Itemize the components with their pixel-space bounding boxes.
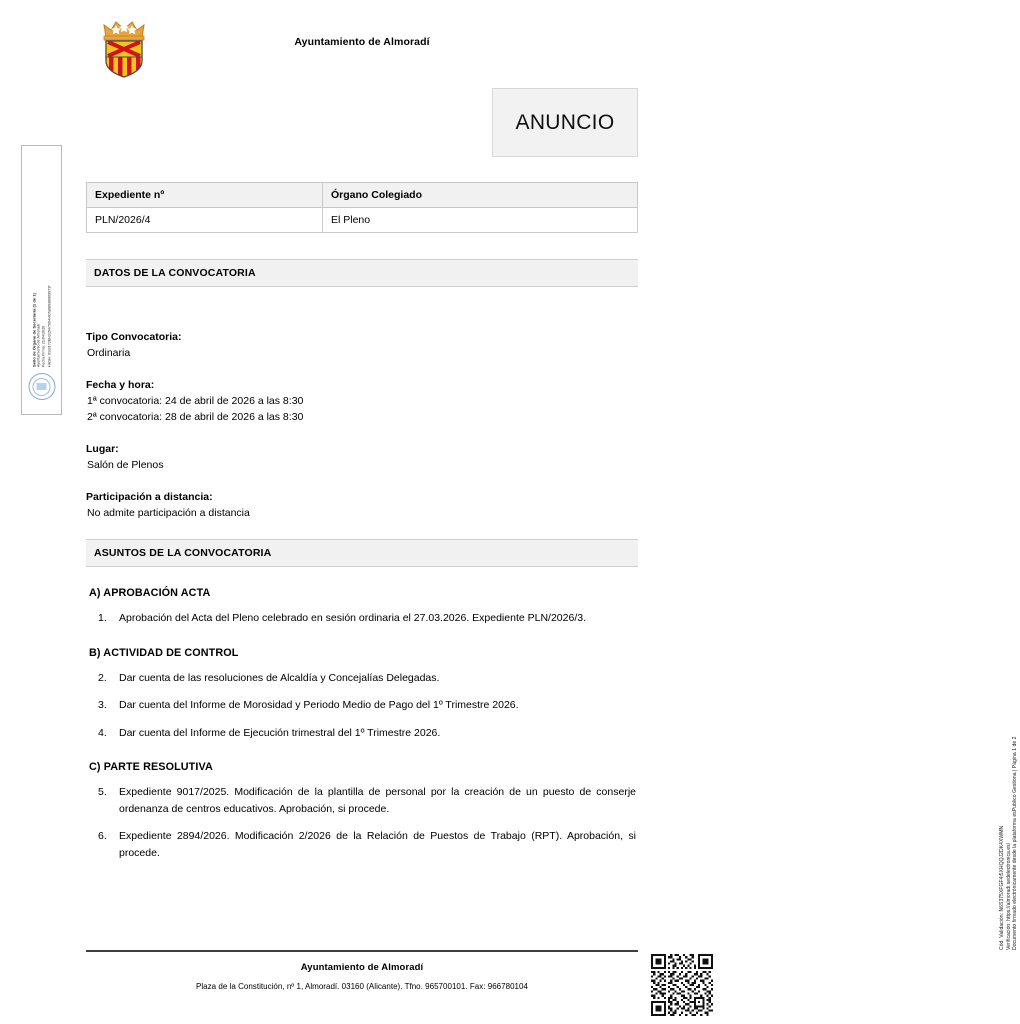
expediente-info-table xyxy=(86,182,638,233)
agenda-list-b xyxy=(86,670,638,742)
item-text: Dar cuenta de las resoluciones de Alcaldía y Concejalías Delegadas. xyxy=(119,671,440,684)
section-header-asuntos: ASUNTOS DE LA CONVOCATORIA xyxy=(86,539,638,567)
value-participacion-distancia: No admite participación a distancia xyxy=(87,507,250,519)
list-item xyxy=(86,670,638,687)
agenda-list-a xyxy=(86,610,638,627)
official-seal-icon xyxy=(28,373,55,400)
item-text: Dar cuenta del Informe de Ejecución trimestral del 1º Trimestre 2026. xyxy=(119,726,441,739)
validation-code-line: Cód. Validación: N6S375XFGF4i5XHQQJ2DK4XWMN xyxy=(999,825,1006,950)
item-number: 2. xyxy=(98,671,107,684)
stamp-line-hash: HASH: 6S3i172EH3154i7004i4Gfa680i86909973f xyxy=(46,285,51,367)
label-participacion-distancia: Participación a distancia: xyxy=(86,491,213,503)
list-item xyxy=(86,828,638,861)
item-number: 4. xyxy=(98,726,107,739)
value-lugar: Salón de Plenos xyxy=(87,459,164,471)
left-signature-stamp xyxy=(21,145,62,415)
list-item xyxy=(86,784,638,817)
table-header-row xyxy=(87,183,638,208)
field-fecha-hora xyxy=(86,377,638,425)
cell-organo-name: El Pleno xyxy=(323,208,638,233)
item-text: Expediente 9017/2025. Modificación de la plantilla de personal por la creación de un puesto de conserje ordenanza de centros educativos. Aprobación, si procede. xyxy=(119,786,636,815)
list-item xyxy=(86,725,638,742)
footer-address: Plaza de la Constitución, nº 1, Almoradí. 03160 (Alicante). Tfno. 965700101. Fax: 966780104 xyxy=(196,982,528,991)
stamp-line-date: Fecha Firma: 21/04/2026 xyxy=(41,325,46,367)
item-number: 6. xyxy=(98,830,107,842)
page-footer xyxy=(86,950,638,991)
footer-organization: Ayuntamiento de Almoradí xyxy=(300,962,424,973)
coat-of-arms-icon xyxy=(96,17,152,79)
verification-url-line: Verificación: https://almoradi.sedelectronica.es/ xyxy=(1005,842,1012,950)
qr-code-icon xyxy=(651,954,713,1016)
seal-inner-ring xyxy=(33,378,51,396)
agenda-group-a-title: A) APROBACIÓN ACTA xyxy=(89,587,211,599)
agenda-group-c-title: C) PARTE RESOLUTIVA xyxy=(89,761,213,773)
document-body xyxy=(86,182,638,861)
cell-expediente-number: PLN/2026/4 xyxy=(87,208,323,233)
stamp-line-org: Ayuntamiento de Almoradí xyxy=(36,323,41,367)
document-type-label: ANUNCIO xyxy=(515,110,615,134)
right-validation-band xyxy=(650,600,1019,1020)
table-row xyxy=(87,208,638,233)
platform-signature-line: Documento firmado electrónicamente desde la plataforma esPublico Gestiona | Página 1 de 2 xyxy=(1012,736,1019,950)
item-text: Expediente 2894/2026. Modificación 2/2026 de la Relación de Puestos de Trabajo (RPT). Aprobación, si procede. xyxy=(119,830,636,859)
field-lugar xyxy=(86,441,638,473)
validation-text-block xyxy=(670,600,1020,950)
item-number: 3. xyxy=(98,699,107,711)
item-number: 5. xyxy=(98,786,107,798)
list-item xyxy=(86,697,638,714)
item-text: Aprobación del Acta del Pleno celebrado en sesión ordinaria el 27.03.2026. Expediente PLN/2026/3. xyxy=(119,612,586,624)
label-lugar: Lugar: xyxy=(86,443,119,455)
label-fecha-hora: Fecha y hora: xyxy=(86,379,155,391)
column-header-organo: Órgano Colegiado xyxy=(323,183,638,208)
list-item xyxy=(86,610,638,627)
field-participacion-distancia xyxy=(86,489,638,521)
seal-core xyxy=(37,383,47,390)
value-primera-convocatoria: 1ª convocatoria: 24 de abril de 2026 a las 8:30 xyxy=(87,395,304,407)
value-tipo-convocatoria: Ordinaria xyxy=(87,347,131,359)
column-header-expediente: Expediente nº xyxy=(87,183,323,208)
agenda-group-b-title: B) ACTIVIDAD DE CONTROL xyxy=(89,646,239,659)
label-tipo-convocatoria: Tipo Convocatoria: xyxy=(86,331,182,343)
section-header-datos: DATOS DE LA CONVOCATORIA xyxy=(86,259,638,287)
document-type-badge xyxy=(492,88,638,157)
value-segunda-convocatoria: 2ª convocatoria: 28 de abril de 2026 a las 8:30 xyxy=(87,411,304,423)
item-text: Dar cuenta del Informe de Morosidad y Periodo Medio de Pago del 1º Trimestre 2026. xyxy=(119,699,519,711)
header-organization-title: Ayuntamiento de Almoradí xyxy=(294,36,430,48)
field-tipo-convocatoria xyxy=(86,329,638,361)
agenda-list-c xyxy=(86,784,638,861)
stamp-line-title: Sello de Órgano de Secretaría (1 de 1) xyxy=(31,293,37,367)
item-number: 1. xyxy=(98,612,107,624)
left-stamp-text-block xyxy=(31,149,52,411)
